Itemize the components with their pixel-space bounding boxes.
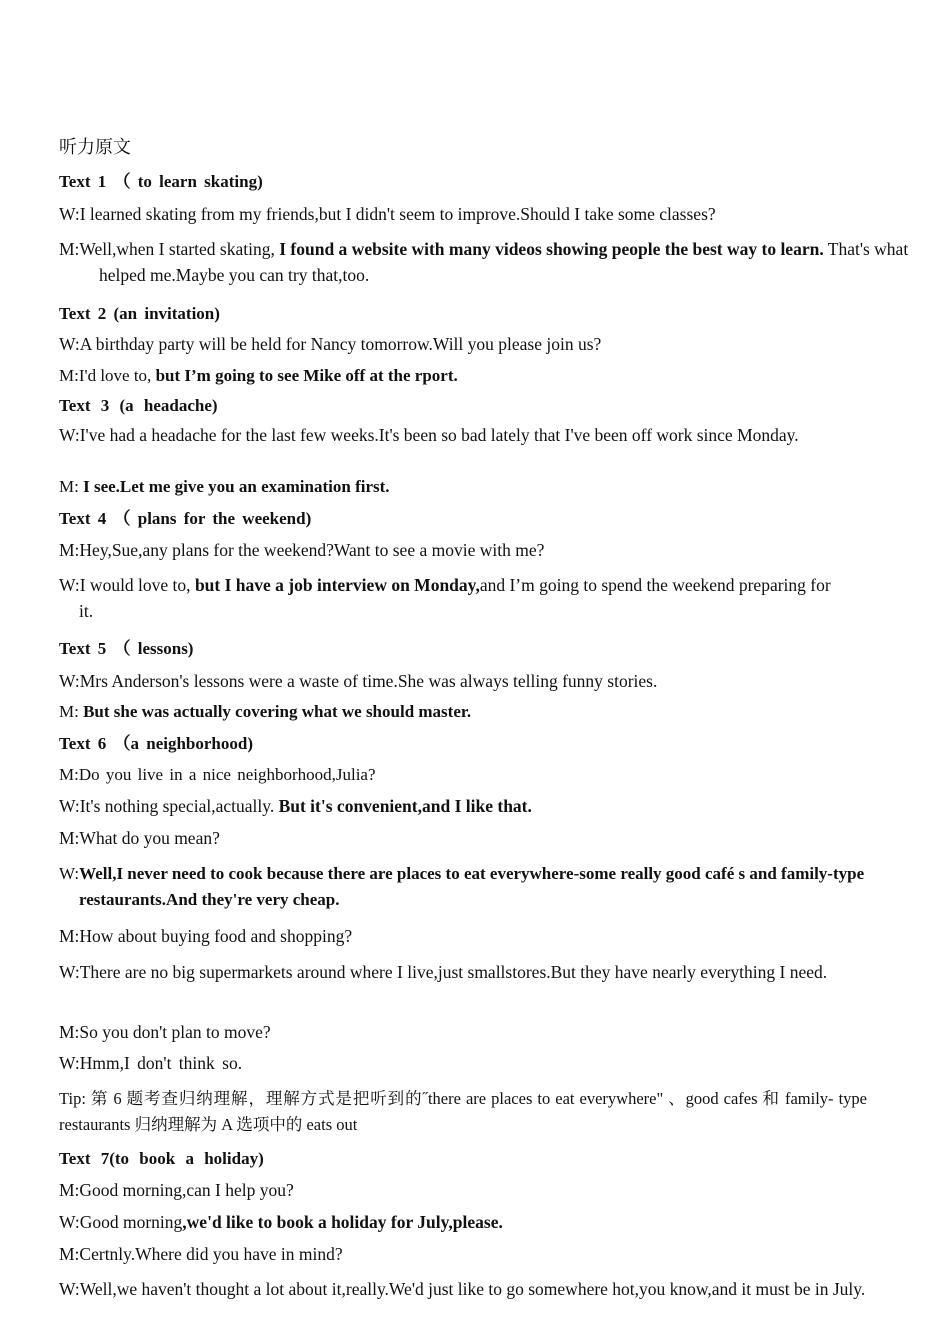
text4-heading: Text 4 （ plans for the weekend): [59, 509, 312, 528]
text5-man: M: But she was actually covering what we should master.: [59, 702, 472, 721]
text2-man: M:I'd love to, but I’m going to see Mike off at the rport.: [59, 366, 458, 385]
text6-woman-1: W:It's nothing special,actually. But it's convenient,and I like that.: [59, 796, 532, 816]
text7-woman-1: W:Good morning,we'd like to book a holiday for July,please.: [59, 1212, 503, 1232]
text1-woman: W:I learned skating from my friends,but I didn't seem to improve.Should I take some classes?: [59, 204, 716, 224]
text6-heading: Text 6 （a neighborhood): [59, 734, 253, 753]
text3-heading: Text 3 (a headache): [59, 396, 218, 415]
text6-man-1: M:Do you live in a nice neighborhood,Julia?: [59, 765, 376, 784]
text7-heading: Text 7(to book a holiday): [59, 1149, 264, 1168]
text6-man-3: M:How about buying food and shopping?: [59, 926, 353, 946]
doc-title: 听力原文: [59, 137, 131, 157]
text7-man-1: M:Good morning,can I help you?: [59, 1180, 294, 1200]
text6-man-2: M:What do you mean?: [59, 828, 220, 848]
text5-heading: Text 5 （ lessons): [59, 639, 194, 658]
text3-woman: W:I've had a headache for the last few weeks.It's been so bad lately that I've been off work since Monday.: [59, 425, 799, 445]
text6-woman-4: W:Hmm,I don't think so.: [59, 1053, 243, 1073]
text6-man-4: M:So you don't plan to move?: [59, 1022, 271, 1042]
tip-note: Tip: 第 6 题考查归纳理解，理解方式是把听到的˝there are places to eat everywhere" 、good cafes 和 family- type restaurants 归纳理解为 A 选项中的 eats out: [59, 1089, 867, 1134]
text1-heading: Text 1 （ to learn skating): [59, 172, 263, 191]
text1-man: M:Well,when I started skating, I found a website with many videos showing people the best way to learn. That's what helped me.Maybe you can try that,too.: [59, 239, 909, 285]
text6-woman-3: W:There are no big supermarkets around where I live,just smallstores.But they have nearly everything I need.: [59, 962, 828, 982]
text2-woman: W:A birthday party will be held for Nancy tomorrow.Will you please join us?: [59, 334, 602, 354]
text2-heading: Text 2 (an invitation): [59, 304, 220, 323]
text4-woman: W:I would love to, but I have a job interview on Monday,and I’m going to spend the weekend preparing for it.: [59, 575, 831, 621]
text5-woman: W:Mrs Anderson's lessons were a waste of time.She was always telling funny stories.: [59, 671, 658, 691]
text3-man: M: I see.Let me give you an examination first.: [59, 477, 390, 496]
text7-man-2: M:Certnly.Where did you have in mind?: [59, 1244, 343, 1264]
text7-woman-2: W:Well,we haven't thought a lot about it,really.We'd just like to go somewhere hot,you know,and it must be in July.: [59, 1279, 866, 1299]
text4-man: M:Hey,Sue,any plans for the weekend?Want to see a movie with me?: [59, 540, 545, 560]
text6-woman-2: W:Well,I never need to cook because there are places to eat everywhere-some really good café s and family-type restaurants.And they're very cheap.: [59, 864, 865, 909]
